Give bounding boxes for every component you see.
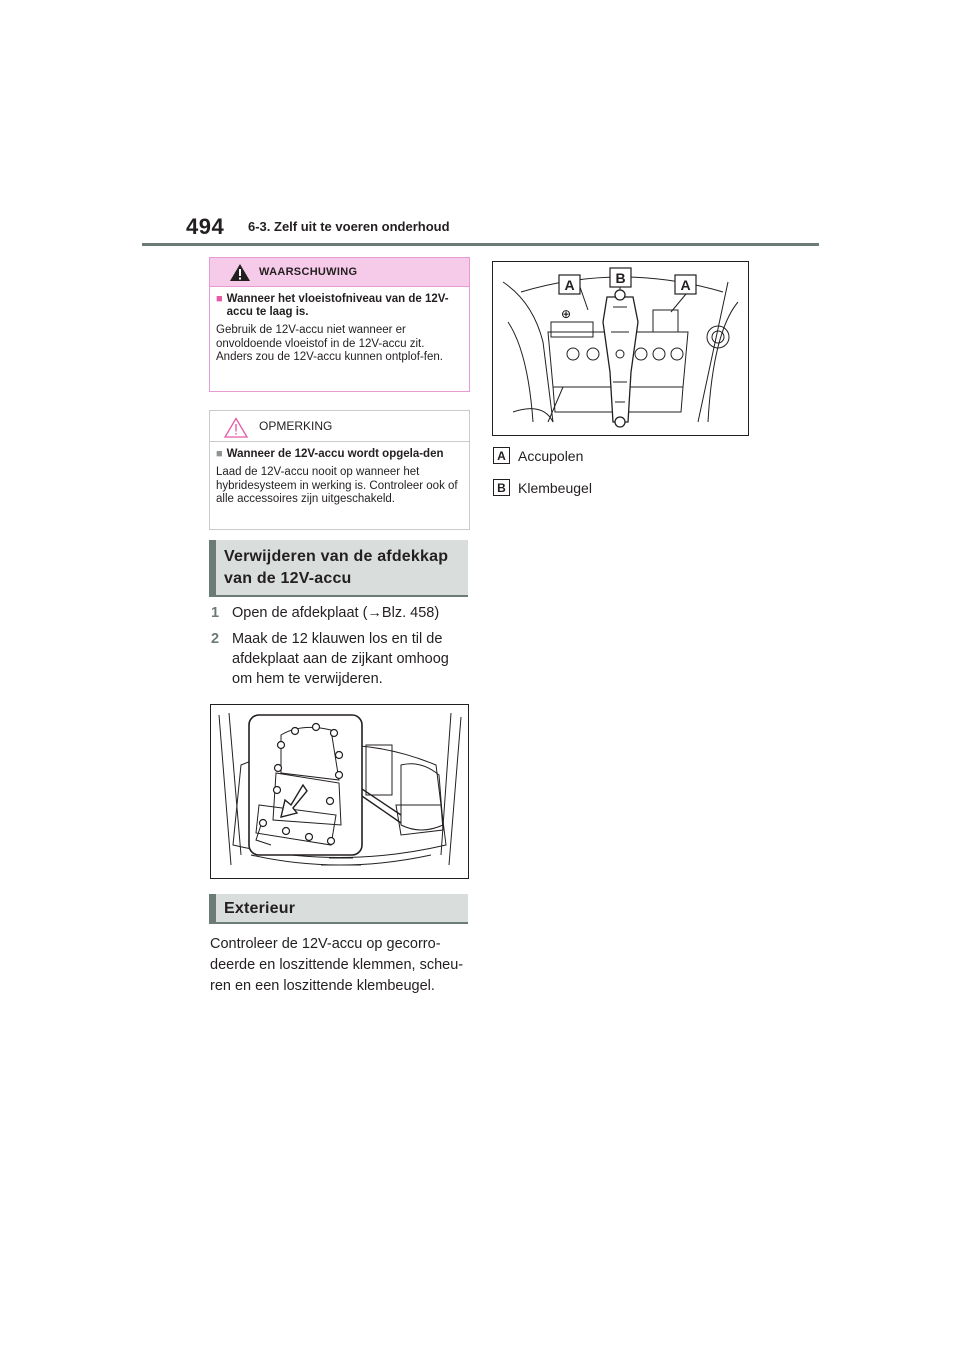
warning-title: [216, 293, 463, 319]
warning-triangle-icon: [229, 263, 251, 282]
callout-b: B: [615, 270, 626, 286]
legend-item-a: [493, 447, 583, 464]
warning-box: [209, 257, 470, 392]
caution-triangle-icon: [224, 417, 248, 438]
step-number: 2: [211, 631, 220, 647]
legend-key: A: [493, 447, 510, 464]
note-box: [209, 410, 470, 530]
note-text: Laad de 12V-accu nooit op wanneer het hybridesysteem in werking is. Controleer ook of alle accessoires zijn uitgeschakeld.: [216, 466, 458, 505]
warning-label: WAARSCHUWING: [259, 266, 358, 278]
legend-key: B: [493, 479, 510, 496]
warning-title-text: Wanneer het vloeistofniveau van de 12V-accu te laag is.: [226, 293, 449, 318]
step-text: Maak de 12 klauwen los en til de afdekplaat aan de zijkant omhoog om hem te verwijderen.: [232, 631, 449, 687]
heading-line-1: Verwijderen van de afdekkap: [224, 548, 449, 565]
battery-illustration: [492, 261, 749, 436]
step-1: [211, 603, 461, 623]
note-title: [216, 448, 463, 461]
square-bullet-icon: ■: [216, 293, 223, 305]
trunk-drawing: [211, 705, 468, 878]
battery-drawing: [493, 262, 748, 435]
header-rule: [142, 243, 819, 246]
step-text: Open de afdekplaat (→Blz. 458): [232, 605, 440, 621]
svg-text:⊕: ⊕: [561, 307, 572, 321]
warning-text: Gebruik de 12V-accu niet wanneer er onvoldoende vloeistof in de 12V-accu zit. Anders zou de 12V-accu kunnen ontplof-fen.: [216, 324, 443, 363]
page-number: 494: [186, 214, 225, 239]
step-2: [211, 629, 461, 689]
heading-line-2: van de 12V-accu: [224, 570, 352, 587]
note-label: OPMERKING: [259, 419, 333, 433]
legend-label: Klembeugel: [518, 479, 592, 496]
step-number: 1: [211, 605, 220, 621]
note-title-text: Wanneer de 12V-accu wordt opgela-den: [226, 448, 444, 460]
note-header: [210, 411, 469, 442]
trunk-illustration: [210, 704, 469, 879]
warning-header: [210, 258, 469, 287]
square-bullet-icon: ■: [216, 448, 223, 460]
callout-a-left: A: [564, 277, 575, 293]
heading-exterior: Exterieur: [224, 900, 296, 917]
exterior-text: Controleer de 12V-accu op gecorro-deerde en loszittende klemmen, scheu-ren en een loszittende klembeugel.: [210, 936, 464, 994]
section-heading-exterior: [209, 894, 468, 924]
section-heading-cover-removal: [209, 540, 468, 597]
section-title: 6-3. Zelf uit te voeren onderhoud: [248, 219, 450, 234]
callout-a-right: A: [680, 277, 691, 293]
legend-label: Accupolen: [518, 447, 584, 464]
legend-item-b: [493, 479, 592, 496]
